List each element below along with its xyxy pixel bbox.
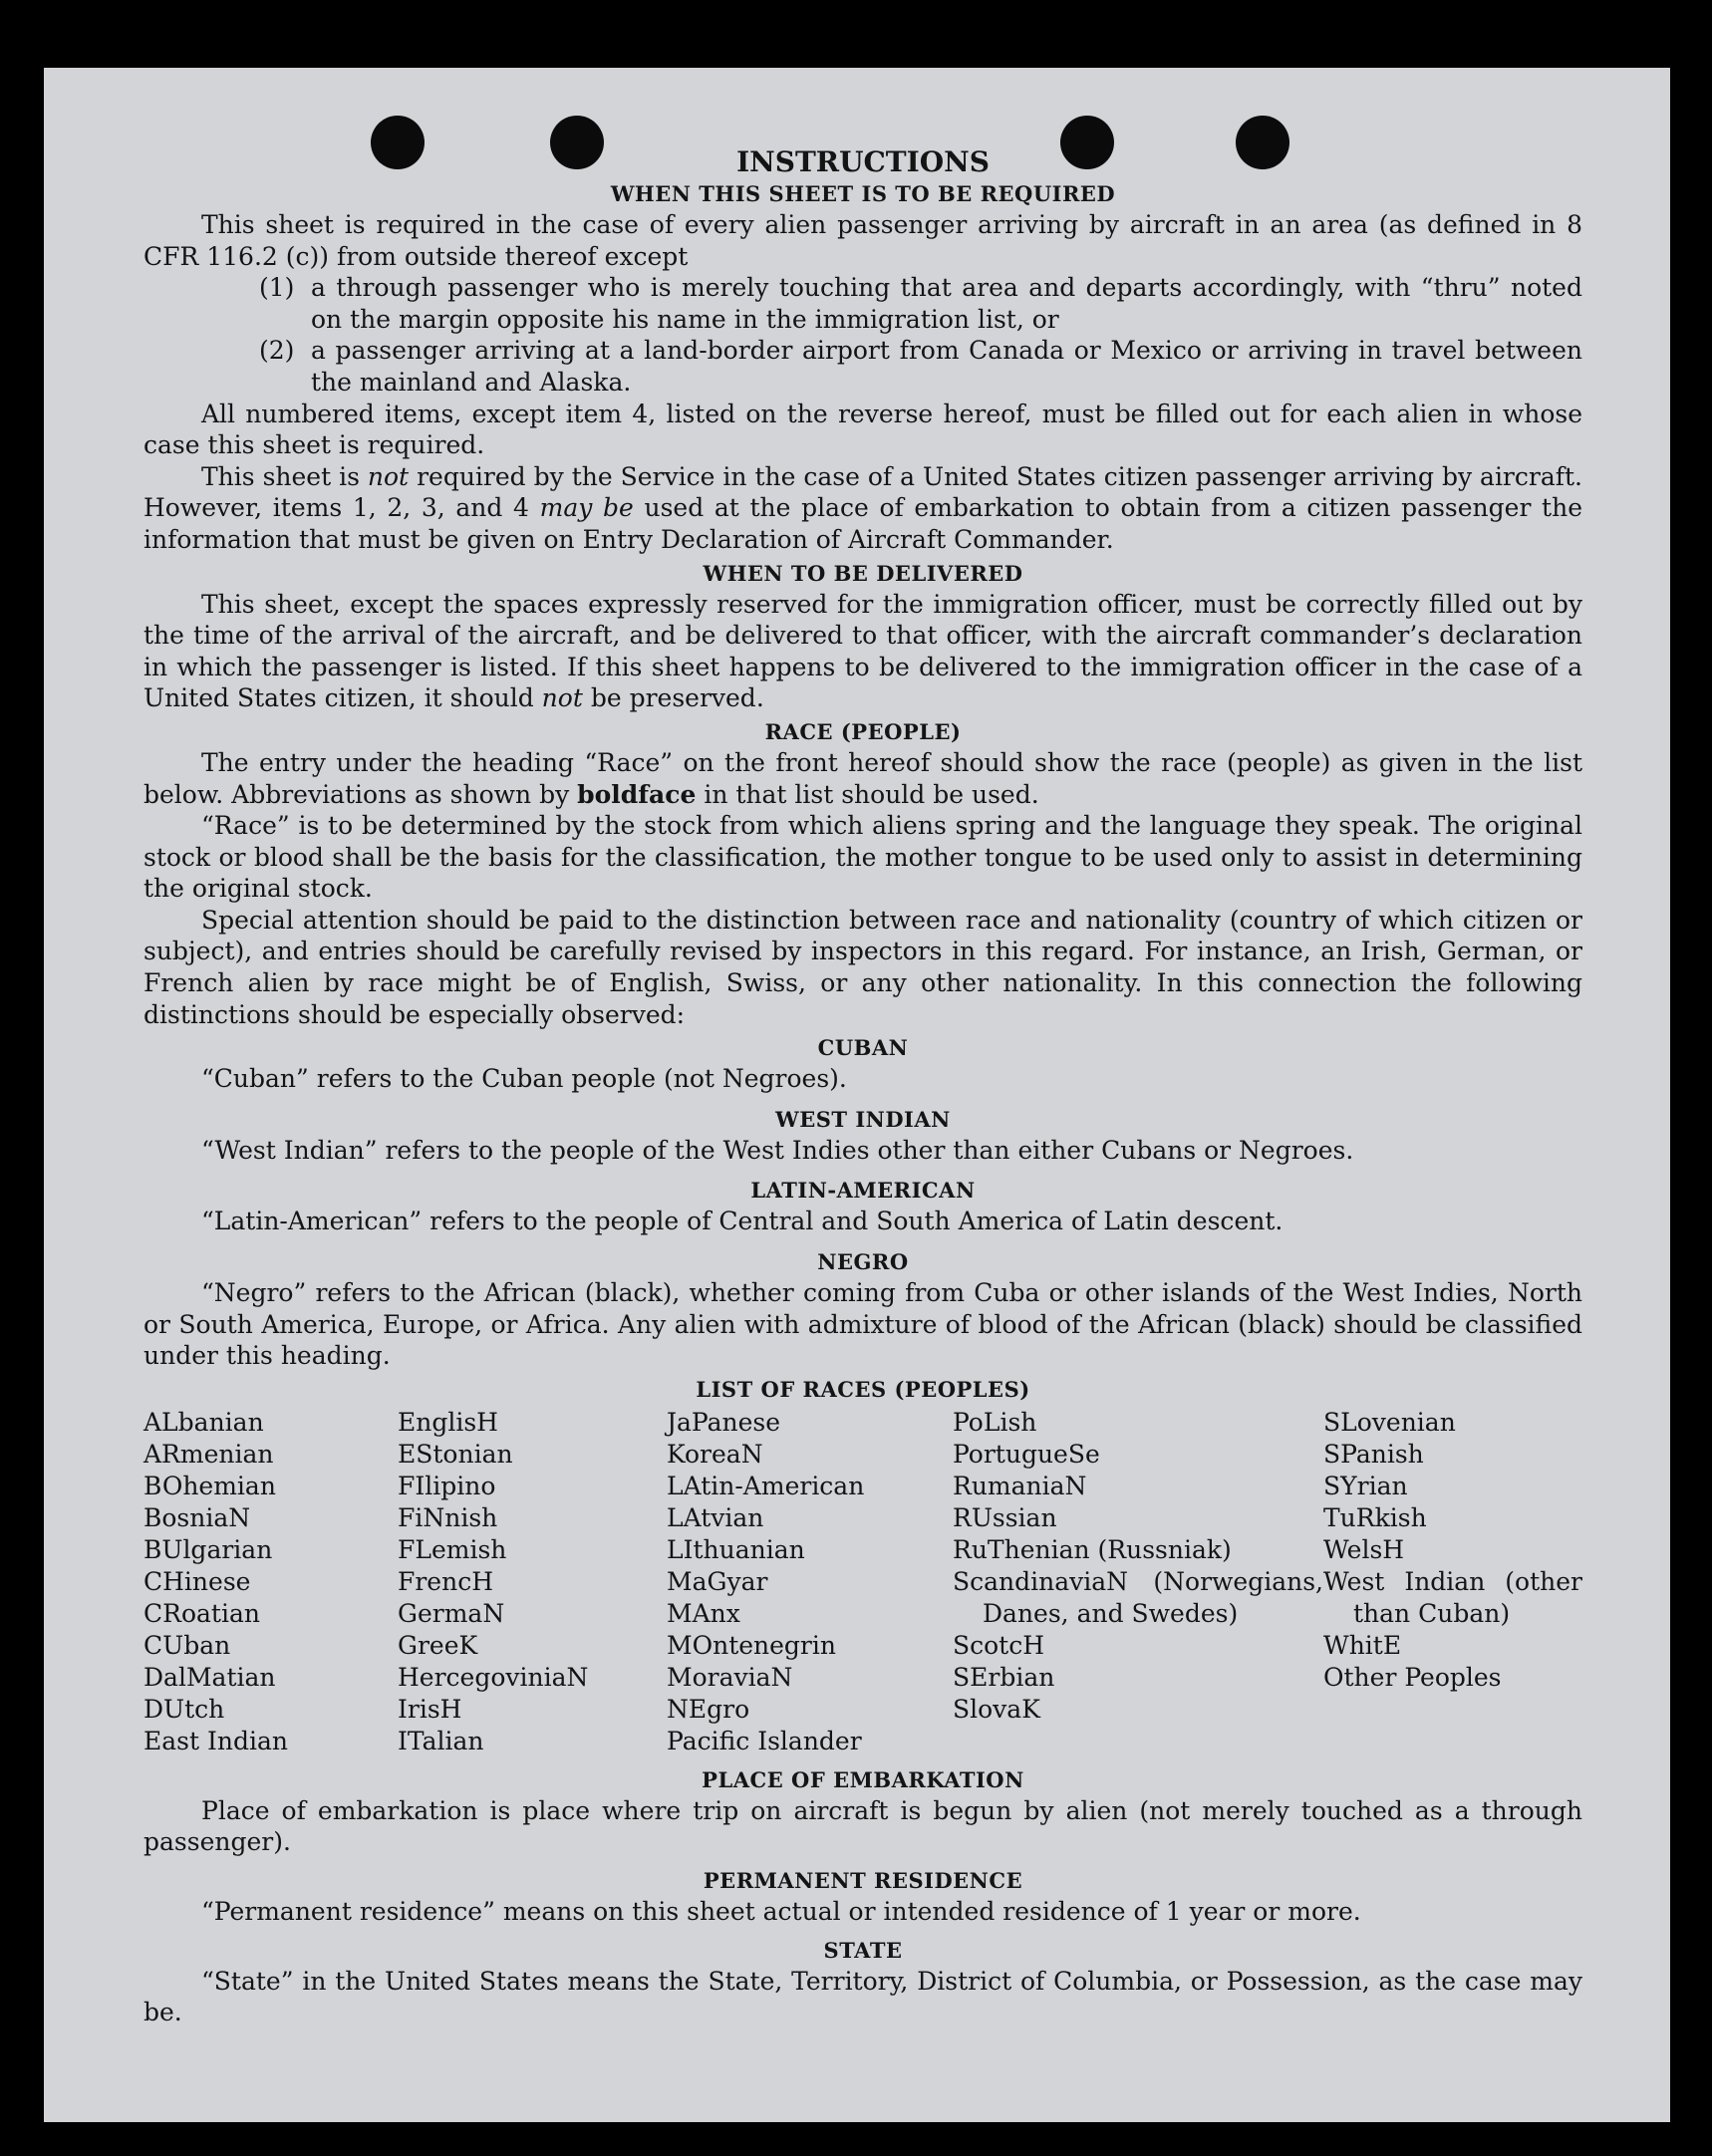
race-entry: DUtch	[143, 1694, 225, 1724]
race-entry: IrisH	[398, 1694, 462, 1724]
paragraph	[143, 461, 1582, 556]
race-entry: SlovaK	[953, 1694, 1040, 1724]
race-entry: FIlipino	[398, 1471, 496, 1500]
race-entry: Pacific Islander	[667, 1726, 862, 1755]
text-run: This sheet is	[201, 461, 368, 491]
race-entry: BosniaN	[143, 1502, 251, 1532]
paragraph: “West Indian” refers to the people of the West Indies other than either Cubans or Negroes.	[201, 1135, 1354, 1165]
section-heading-embarkation: PLACE OF EMBARKATION	[702, 1766, 1024, 1792]
text-run: not	[541, 683, 583, 713]
text-run: in that list should be used.	[696, 779, 1039, 809]
race-entry: Other Peoples	[1323, 1662, 1502, 1692]
race-entry: GreeK	[398, 1630, 478, 1660]
list-item	[143, 335, 1582, 398]
race-entry: BOhemian	[143, 1471, 276, 1500]
instruction-sheet	[44, 68, 1670, 2122]
text-run: be preserved.	[582, 683, 764, 713]
paragraph: This sheet is required in the case of every alien passenger arriving by aircraft in an area (as defined in 8 CFR 116.2 (c)) from outside thereof except	[143, 210, 1582, 271]
section-heading-negro: NEGRO	[817, 1249, 909, 1275]
race-entry: CUban	[143, 1630, 231, 1660]
race-column	[143, 1407, 398, 1757]
race-entry: RUssian	[953, 1502, 1057, 1532]
section-heading-residence: PERMANENT RESIDENCE	[703, 1868, 1023, 1893]
item-number: (2)	[259, 336, 295, 366]
race-entry: MaGyar	[667, 1566, 768, 1596]
race-entry: SErbian	[953, 1662, 1055, 1692]
section-heading-state: STATE	[823, 1937, 903, 1963]
race-entry: West Indian (other than Cuban)	[1323, 1566, 1582, 1628]
paragraph: “Latin-American” refers to the people of Central and South America of Latin descent.	[201, 1207, 1284, 1236]
item-number: (1)	[259, 273, 295, 303]
text-run: required by the Service in the case of a United States citizen passenger arriving by aircraft. However, items 1, 2, 3, and 4	[143, 461, 1582, 523]
race-entry: HercegoviniaN	[398, 1662, 589, 1692]
list-item	[143, 272, 1582, 335]
paragraph: Special attention should be paid to the distinction between race and nationality (country of which citizen or subject), and entries should be carefully revised by inspectors in this regard. For instance, an Irish, German, or French alien by race might be of English, Swiss, or any other nationality. In this connection the following distinctions should be especially observed:	[143, 905, 1582, 1029]
race-entry: KoreaN	[667, 1439, 763, 1469]
paragraph: Place of embarkation is place where trip on aircraft is begun by alien (not merely touched as a through passenger).	[143, 1795, 1582, 1857]
text-run: used at the place of embarkation to obtain from a citizen passenger the information that must be given on Entry Declaration of Aircraft Commander.	[143, 493, 1582, 554]
paragraph: All numbered items, except item 4, listed on the reverse hereof, must be filled out for each alien in whose case this sheet is required.	[143, 399, 1582, 460]
race-column	[953, 1407, 1323, 1757]
race-entry: RuThenian (Russniak)	[953, 1534, 1232, 1564]
punch-hole	[371, 116, 425, 169]
paragraph: “Negro” refers to the African (black), whether coming from Cuba or other islands of the West Indies, North or South America, Europe, or Africa. Any alien with admixture of blood of the African (black) should be classified under this heading.	[143, 1278, 1582, 1371]
section-heading-latin-american: LATIN-AMERICAN	[750, 1178, 976, 1204]
race-entry: ScotcH	[953, 1630, 1045, 1660]
race-entry: FiNnish	[398, 1502, 498, 1532]
paragraph	[143, 589, 1582, 714]
section-heading-race: RACE (PEOPLE)	[764, 718, 962, 744]
race-entry: CHinese	[143, 1566, 251, 1596]
paragraph	[143, 747, 1582, 810]
race-entry: PortugueSe	[953, 1439, 1100, 1469]
race-entry: GermaN	[398, 1598, 505, 1628]
text-run: The entry under the heading “Race” on the front hereof should show the race (people) as given in the list below. Abbreviations as shown by	[143, 747, 1582, 809]
text-run: may be	[539, 493, 634, 523]
race-entry: PoLish	[953, 1407, 1037, 1437]
race-entry: ScandinaviaN (Norwegians, Danes, and Swedes)	[953, 1566, 1323, 1628]
punch-hole	[1236, 116, 1289, 169]
race-entry: ALbanian	[143, 1407, 264, 1437]
section-heading-cuban: CUBAN	[817, 1035, 909, 1061]
paragraph: “Race” is to be determined by the stock from which aliens spring and the language they speak. The original stock or blood shall be the basis for the classification, the mother tongue to be used only to assist in determining the original stock.	[143, 811, 1582, 904]
section-heading-delivered: WHEN TO BE DELIVERED	[703, 560, 1023, 586]
paragraph: “State” in the United States means the State, Territory, District of Columbia, or Possession, as the case may be.	[143, 1966, 1582, 2027]
section-heading-west-indian: WEST INDIAN	[775, 1106, 951, 1132]
race-entry: JaPanese	[667, 1407, 781, 1437]
race-entry: TuRkish	[1323, 1502, 1427, 1532]
race-entry: ITalian	[398, 1726, 484, 1755]
race-column	[667, 1407, 953, 1757]
item-text: a passenger arriving at a land-border airport from Canada or Mexico or arriving in travel between the mainland and Alaska.	[311, 336, 1582, 397]
race-entry: CRoatian	[143, 1598, 260, 1628]
punch-hole	[550, 116, 604, 169]
text-run: not	[367, 461, 410, 491]
race-entry: BUlgarian	[143, 1534, 273, 1564]
race-column	[1323, 1407, 1582, 1757]
race-entry: SPanish	[1323, 1439, 1424, 1469]
section-heading-required: WHEN THIS SHEET IS TO BE REQUIRED	[610, 181, 1116, 206]
punch-hole	[1060, 116, 1114, 169]
race-entry: LIthuanian	[667, 1534, 805, 1564]
paragraph: “Cuban” refers to the Cuban people (not Negroes).	[201, 1064, 847, 1094]
race-entry: DalMatian	[143, 1662, 276, 1692]
race-entry: SYrian	[1323, 1471, 1408, 1500]
race-entry: FrencH	[398, 1566, 493, 1596]
item-text: a through passenger who is merely touching that area and departs accordingly, with “thru” noted on the margin opposite his name in the immigration list, or	[311, 273, 1582, 334]
race-entry: WelsH	[1323, 1534, 1405, 1564]
text-run: This sheet, except the spaces expressly reserved for the immigration officer, must be correctly filled out by the time of the arrival of the aircraft, and be delivered to that officer, with the aircraft commander’s declaration in which the passenger is listed. If this sheet happens to be delivered to the immigration officer in the case of a United States citizen, it should	[143, 589, 1582, 713]
section-heading-list-of-races: LIST OF RACES (PEOPLES)	[696, 1376, 1030, 1402]
race-entry: East Indian	[143, 1726, 288, 1755]
race-entry: WhitE	[1323, 1630, 1402, 1660]
race-entry: MoraviaN	[667, 1662, 793, 1692]
race-entry: RumaniaN	[953, 1471, 1087, 1500]
race-entry: EnglisH	[398, 1407, 498, 1437]
text-run: boldface	[577, 779, 697, 809]
paragraph: “Permanent residence” means on this sheet actual or intended residence of 1 year or more.	[201, 1897, 1361, 1926]
race-entry: ARmenian	[143, 1439, 274, 1469]
race-entry: MAnx	[667, 1598, 740, 1628]
race-entry: MOntenegrin	[667, 1630, 836, 1660]
race-entry: LAtvian	[667, 1502, 764, 1532]
race-entry: LAtin-American	[667, 1471, 865, 1500]
race-entry: EStonian	[398, 1439, 513, 1469]
race-list	[143, 1407, 1582, 1757]
page-title: INSTRUCTIONS	[736, 145, 990, 178]
race-column	[398, 1407, 667, 1757]
race-entry: NEgro	[667, 1694, 750, 1724]
race-entry: SLovenian	[1323, 1407, 1456, 1437]
race-entry: FLemish	[398, 1534, 507, 1564]
